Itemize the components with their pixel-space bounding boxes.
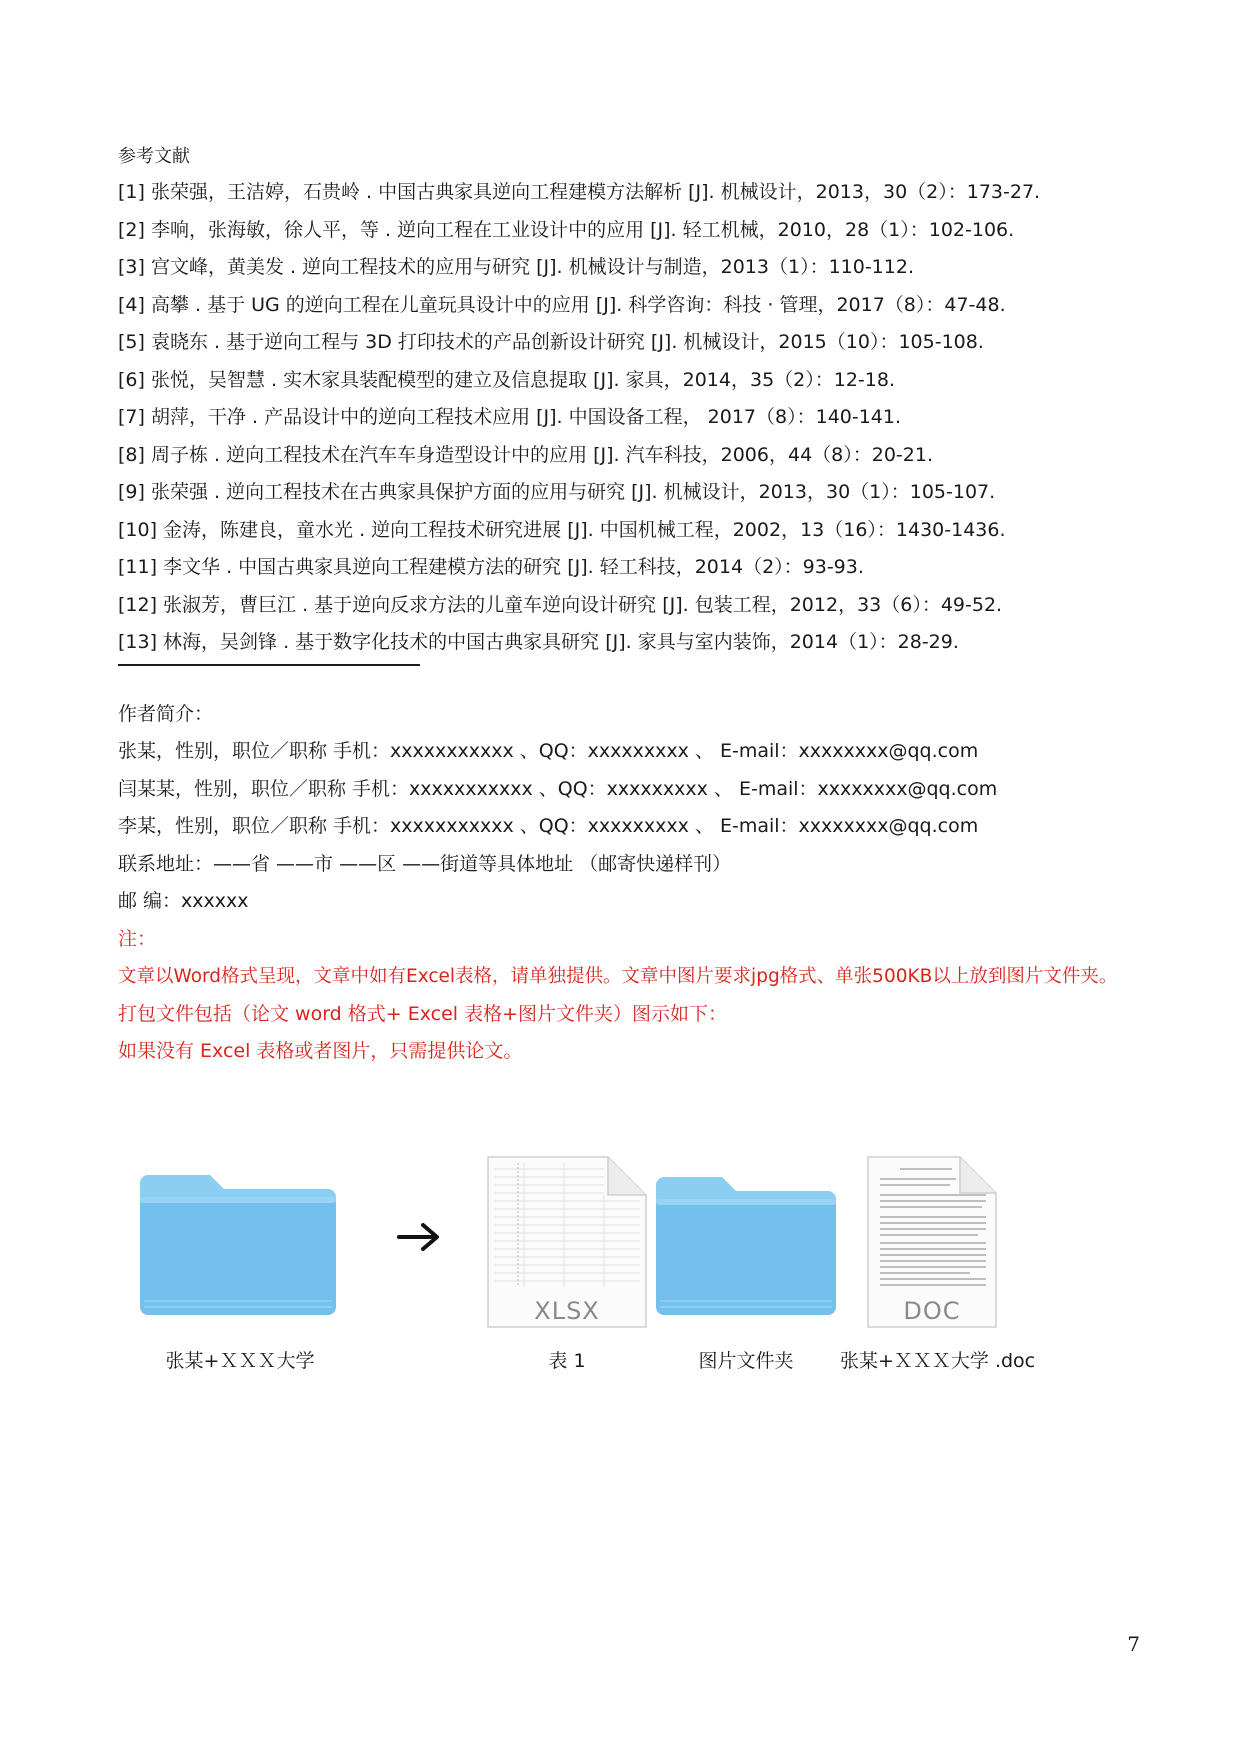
note-heading: 注：	[118, 927, 157, 950]
document-ext-label: DOC	[903, 1297, 961, 1325]
document-file-label: 张某+ＸＸＸ大学 .doc	[840, 1350, 1036, 1372]
images-folder-label: 图片文件夹	[698, 1350, 794, 1372]
reference-item: [8] 周子栋 . 逆向工程技术在汽车车身造型设计中的应用 [J]. 汽车科技，2006，44（8）：20-21.	[118, 443, 933, 466]
note-line: 文章以Word格式呈现，文章中如有Excel表格，请单独提供。文章中图片要求jpg格式、单张500KB以上放到图片文件夹。	[118, 966, 1118, 987]
reference-item: [13] 林海，吴剑锋 . 基于数字化技术的中国古典家具研究 [J]. 家具与室内装饰，2014（1）：28-29.	[118, 631, 959, 653]
postcode: 邮 编：xxxxxx	[118, 890, 249, 912]
author-line: 张某，性别，职位／职称 手机：xxxxxxxxxxx 、QQ：xxxxxxxxx 、 E-mail：xxxxxxxx@qq.com	[118, 740, 979, 762]
authors-heading: 作者简介：	[118, 702, 214, 725]
reference-item: [6] 张悦，吴智慧 . 实木家具装配模型的建立及信息提取 [J]. 家具，2014，35（2）：12-18.	[118, 368, 895, 391]
contact-address: 联系地址：——省 ——市 ——区 ——街道等具体地址 （邮寄快递样刊）	[118, 852, 732, 875]
package-diagram	[0, 1155, 1241, 1395]
spreadsheet-ext-label: XLSX	[534, 1297, 600, 1325]
section-divider	[118, 664, 420, 666]
page-number: 7	[1127, 1632, 1140, 1656]
reference-item: [1] 张荣强，王洁婷，石贵岭 . 中国古典家具逆向工程建模方法解析 [J]. 机械设计，2013，30（2）：173-27.	[118, 181, 1041, 203]
reference-item: [12] 张淑芳，曹巨江 . 基于逆向反求方法的儿童车逆向设计研究 [J]. 包装工程，2012，33（6）：49-52.	[118, 593, 1003, 616]
document-file-item[interactable]	[840, 1155, 1100, 1372]
document-body	[118, 140, 1158, 1071]
package-folder-item[interactable]	[130, 1155, 350, 1372]
reference-item: [2] 李响，张海敏，徐人平，等 . 逆向工程在工业设计中的应用 [J]. 轻工机械，2010，28（1）：102-106.	[118, 218, 1015, 241]
folder-icon	[130, 1155, 350, 1345]
note-line: 如果没有 Excel 表格或者图片，只需提供论文。	[118, 1040, 523, 1062]
images-folder-item[interactable]	[652, 1155, 872, 1372]
note-line: 打包文件包括（论文 word 格式+ Excel 表格+图片文件夹）图示如下：	[118, 1002, 728, 1025]
references-heading: 参考文献	[118, 146, 190, 167]
folder-icon	[652, 1155, 872, 1345]
reference-item: [11] 李文华 . 中国古典家具逆向工程建模方法的研究 [J]. 轻工科技，2014（2）：93-93.	[118, 556, 864, 578]
package-folder-label: 张某+ＸＸＸ大学	[165, 1350, 315, 1372]
reference-item: [9] 张荣强 . 逆向工程技术在古典家具保护方面的应用与研究 [J]. 机械设计，2013，30（1）：105-107.	[118, 481, 996, 503]
reference-item: [3] 宫文峰，黄美发 . 逆向工程技术的应用与研究 [J]. 机械设计与制造，2013（1）：110-112.	[118, 256, 914, 278]
spreadsheet-file-label: 表 1	[548, 1350, 586, 1372]
reference-item: [10] 金涛，陈建良，童水光 . 逆向工程技术研究进展 [J]. 中国机械工程，2002，13（16）：1430-1436.	[118, 518, 1006, 541]
author-line: 闫某某，性别，职位／职称 手机：xxxxxxxxxxx 、QQ：xxxxxxxxx 、 E-mail：xxxxxxxx@qq.com	[118, 777, 998, 800]
reference-item: [7] 胡萍，干净 . 产品设计中的逆向工程技术应用 [J]. 中国设备工程， 2017（8）：140-141.	[118, 406, 902, 428]
reference-item: [4] 高攀 . 基于 UG 的逆向工程在儿童玩具设计中的应用 [J]. 科学咨询：科技 · 管理，2017（8）：47-48.	[118, 293, 1006, 316]
reference-item: [5] 袁晓东 . 基于逆向工程与 3D 打印技术的产品创新设计研究 [J]. 机械设计，2015（10）：105-108.	[118, 331, 984, 353]
right-arrow-icon	[395, 1217, 445, 1261]
author-line: 李某，性别，职位／职称 手机：xxxxxxxxxxx 、QQ：xxxxxxxxx 、 E-mail：xxxxxxxx@qq.com	[118, 815, 979, 837]
